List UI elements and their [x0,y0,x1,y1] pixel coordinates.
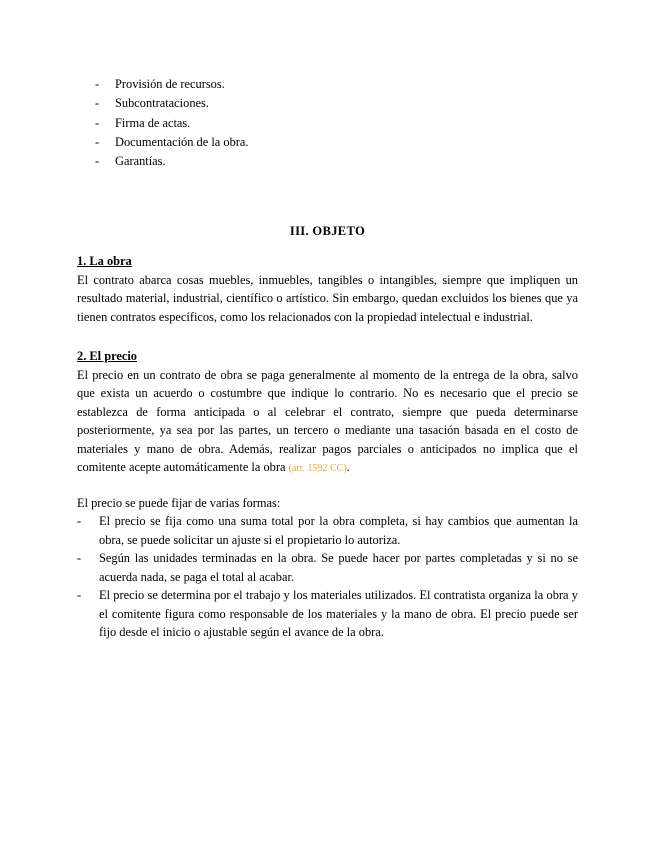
list-item [95,94,249,113]
precio-paragraph-text: El precio en un contrato de obra se paga generalmente al momento de la entrega de la obra, salvo que exista un acuerdo o costumbre que indique lo contrario. No es necesario que el precio se establezca de forma anticipada o al celebrar el contrato, siempre que pueda determinarse posteriormente, ya sea por las partes, un tercero o mediante una tasación basada en el costo de materiales y mano de obra. Además, realizar pagos parciales o anticipados no implica que el comitente acepte automáticamente la obra [77,367,578,474]
list-item [77,512,578,549]
precio-section [77,347,578,642]
list-item [77,549,578,586]
list-item-text: Firma de actas. [115,115,191,130]
obra-heading: 1. La obra [77,254,132,268]
list-item-text: Garantías. [115,154,166,169]
list-item-text: El precio se fija como una suma total por la obra completa, si hay cambios que aumentan la obra, se puede solicitar un ajuste si el propietario lo autoriza. [99,514,578,547]
section-title: III. OBJETO [289,224,366,238]
list-item [77,586,578,642]
forms-intro: El precio se puede fijar de varias formas: [77,495,281,510]
list-dash: - [95,134,100,149]
list-item [95,152,249,171]
price-forms-list [77,512,578,642]
list-item-text: El precio se determina por el trabajo y los materiales utilizados. El contratista organiza la obra y el comitente figura como responsable de los materiales y la mano de obra. El precio puede ser fijo desde el inicio o ajustable según el avance de la obra. [99,588,578,639]
list-item [95,133,249,152]
list-dash: - [77,551,82,565]
list-item-text: Provisión de recursos. [115,77,225,91]
precio-heading: 2. El precio [77,349,137,363]
resources-list [95,75,249,171]
list-dash: - [95,154,100,169]
list-item-text: Según las unidades terminadas en la obra. Se puede hacer por partes completadas y si no se acuerda nada, se paga el total al acabar. [99,551,578,584]
precio-paragraph-end: . [346,460,350,474]
list-dash: - [95,77,100,91]
list-item [95,75,249,94]
list-item [95,114,249,133]
obra-paragraph: El contrato abarca cosas muebles, inmuebles, tangibles o intangibles, siempre que impliquen un resultado material, industrial, científico o artístico. Sin embargo, quedan excluidos los bienes que ya tienen contratos específicos, como los relacionados con la propiedad intelectual e industrial. [77,272,578,324]
list-dash: - [95,115,100,130]
obra-section [77,252,578,326]
list-dash: - [77,514,82,528]
list-item-text: Subcontrataciones. [115,96,209,111]
list-dash: - [77,588,82,602]
list-dash: - [95,96,100,111]
list-item-text: Documentación de la obra. [115,134,249,149]
precio-paragraph [77,366,578,479]
article-reference: (art. 1592 CC) [288,463,347,474]
